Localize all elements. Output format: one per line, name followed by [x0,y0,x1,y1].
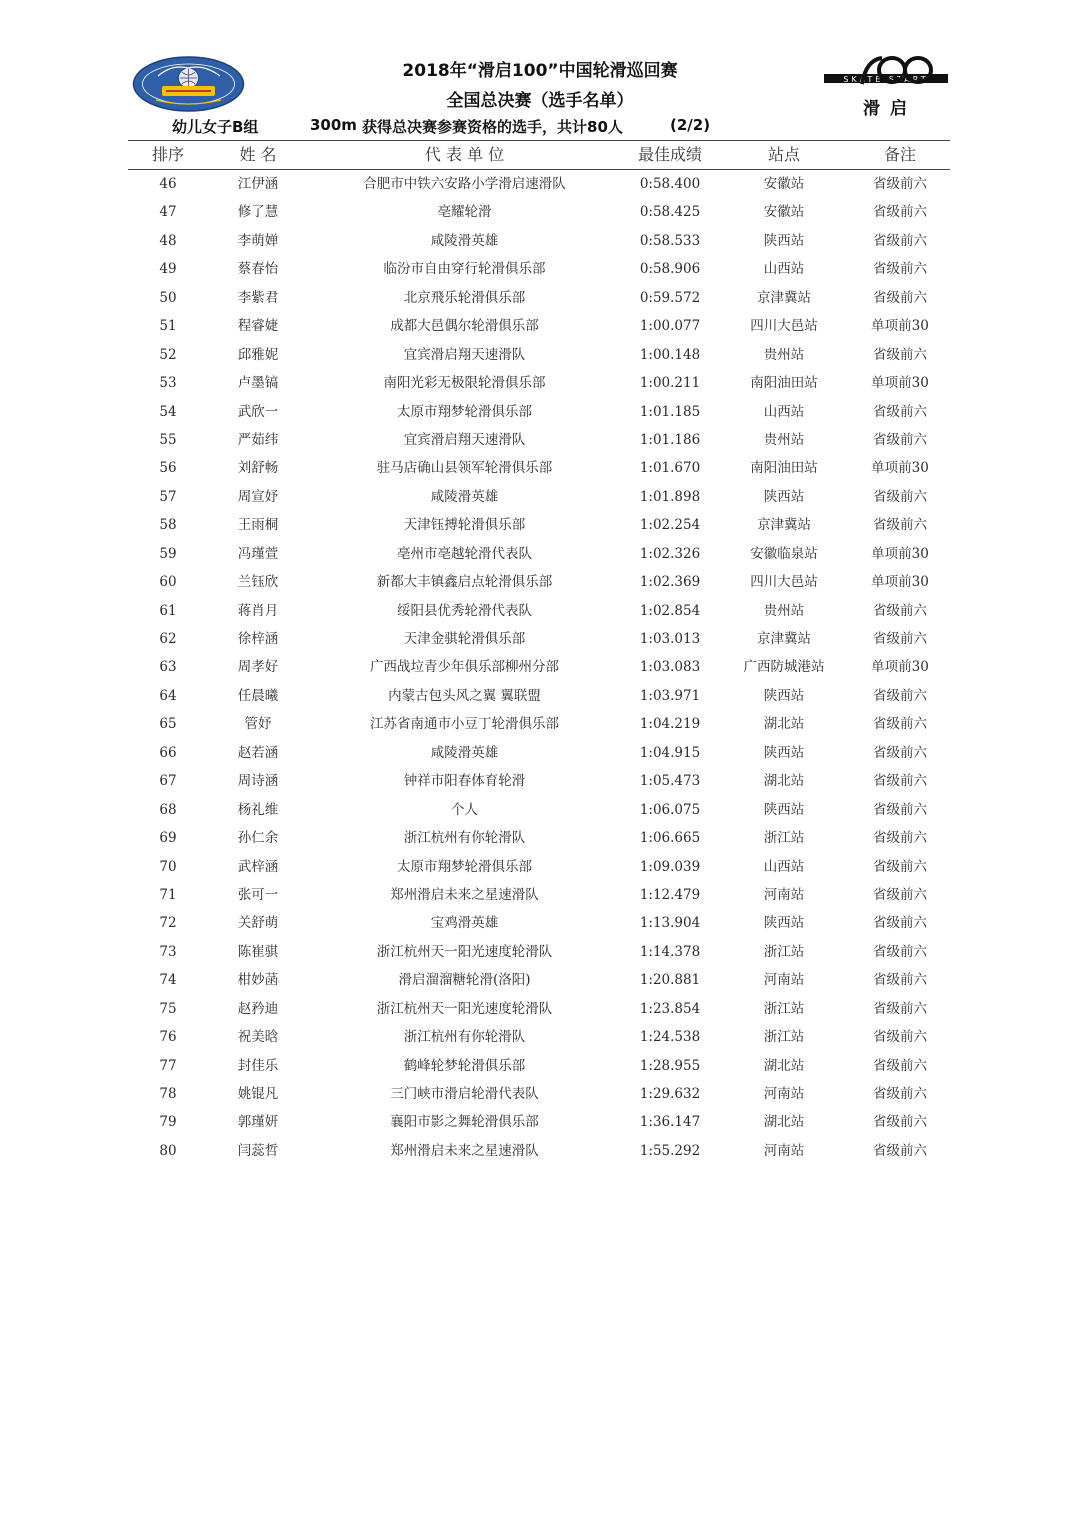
station-cell: 河南站 [763,1142,805,1159]
remarks-cell: 省级前六 [873,289,927,306]
rank-cell: 68 [159,801,177,818]
table-row [0,341,1080,369]
team-cell: 亳州市亳越轮滑代表队 [397,545,532,562]
name-cell: 王雨桐 [237,517,279,534]
best-time-cell: 1:03.013 [639,631,701,647]
name-cell: 修了慧 [237,204,279,221]
rank-cell: 63 [159,659,177,676]
name-cell: 邱雅妮 [237,346,279,363]
page-title: 2018年“滑启100”中国轮滑巡回赛 [402,61,678,81]
station-cell: 湖北站 [763,1057,805,1074]
station-cell: 陕西站 [763,232,805,249]
remarks-cell: 省级前六 [873,1086,927,1102]
rank-cell: 72 [159,915,177,932]
rank-cell: 48 [159,232,177,249]
column-header-rank: 排序 [151,145,184,164]
station-cell: 陕西站 [763,915,805,932]
best-time-cell: 1:00.077 [639,318,701,335]
table-row [0,426,1080,454]
station-cell: 南阳油田站 [750,375,818,392]
best-time-cell: 1:20.881 [639,972,701,989]
table-row [0,1080,1080,1108]
table-row [0,938,1080,966]
team-cell: 亳耀轮滑 [437,204,492,221]
station-cell: 京津冀站 [757,517,811,534]
remarks-cell: 省级前六 [873,1057,927,1074]
remarks-cell: 单项前30 [871,545,929,562]
remarks-cell: 省级前六 [873,1000,927,1017]
name-cell: 赵若涵 [237,744,279,761]
best-time-cell: 1:01.186 [639,431,701,448]
table-row [0,597,1080,625]
team-cell: 太原市翔梦轮滑俱乐部 [397,403,532,420]
remarks-cell: 省级前六 [873,602,927,619]
team-cell: 宜宾滑启翔天速滑队 [403,431,526,448]
name-cell: 赵矜迪 [237,1000,279,1017]
team-cell: 滑启溜溜糖轮滑(洛阳) [398,972,531,989]
name-cell: 杨礼维 [237,801,279,818]
remarks-cell: 省级前六 [873,204,927,221]
rank-cell: 50 [159,289,177,306]
table-row [0,284,1080,312]
team-cell: 新都大丰镇鑫启点轮滑俱乐部 [376,574,553,591]
station-cell: 浙江站 [763,830,805,847]
best-time-cell: 1:02.854 [639,602,701,619]
name-cell: 祝美晗 [237,1029,279,1046]
name-cell: 刘舒畅 [237,460,279,477]
rank-cell: 61 [159,602,177,619]
rank-cell: 69 [159,830,177,847]
table-row [0,767,1080,795]
remarks-cell: 省级前六 [873,346,927,363]
team-cell: 咸陵滑英雄 [430,744,499,761]
best-time-cell: 0:58.533 [639,232,701,249]
table-row [0,170,1080,198]
team-cell: 鹤峰轮梦轮滑俱乐部 [403,1057,526,1074]
team-cell: 驻马店确山县领军轮滑俱乐部 [376,460,553,477]
station-cell: 京津冀站 [757,289,811,306]
best-time-cell: 1:55.292 [639,1142,701,1159]
table-row [0,824,1080,852]
rank-cell: 71 [159,886,177,903]
station-cell: 陕西站 [763,744,805,761]
best-time-cell: 0:58.906 [639,261,701,278]
name-cell: 封佳乐 [237,1057,279,1074]
station-cell: 山西站 [763,403,805,420]
station-cell: 河南站 [763,1086,805,1102]
best-time-cell: 1:24.538 [639,1029,701,1046]
remarks-cell: 省级前六 [873,176,927,192]
table-row [0,966,1080,994]
name-cell: 周诗涵 [237,773,279,790]
column-header-team: 代 表 单 位 [424,145,505,164]
table-row [0,568,1080,596]
station-cell: 河南站 [763,886,805,903]
name-cell: 卢墨镐 [237,375,279,392]
rank-cell: 46 [159,176,177,192]
station-cell: 湖北站 [763,1114,805,1131]
table-header [0,143,1080,167]
team-cell: 襄阳市影之舞轮滑俱乐部 [390,1114,539,1131]
remarks-cell: 单项前30 [871,659,929,676]
column-header-station: 站点 [767,145,800,164]
page-subtitle: 全国总决赛（选手名单） [446,91,634,111]
remarks-cell: 单项前30 [871,574,929,591]
name-cell: 闫蕊哲 [237,1142,279,1159]
table-row [0,483,1080,511]
team-cell: 咸陵滑英雄 [430,488,499,505]
station-cell: 贵州站 [763,346,805,363]
table-row [0,909,1080,937]
remarks-cell: 省级前六 [873,517,927,534]
station-cell: 四川大邑站 [750,318,818,335]
team-cell: 浙江杭州有你轮滑队 [403,1029,526,1046]
best-time-cell: 1:28.955 [639,1057,701,1074]
rank-cell: 62 [159,631,177,647]
remarks-cell: 省级前六 [873,886,927,903]
best-time-cell: 1:04.915 [639,744,701,761]
table-row [0,312,1080,340]
name-cell: 江伊涵 [237,176,279,192]
rank-cell: 70 [159,858,177,875]
team-cell: 合肥市中铁六安路小学滑启速滑队 [363,176,566,192]
rank-cell: 64 [159,687,177,704]
column-header-remarks: 备注 [883,145,916,164]
team-cell: 宝鸡滑英雄 [430,915,499,932]
rank-cell: 52 [159,346,177,363]
association-logo [132,56,245,112]
station-cell: 安徽站 [763,176,805,192]
rank-cell: 60 [159,574,177,591]
rank-cell: 65 [159,716,177,733]
team-cell: 天津金骐轮滑俱乐部 [403,631,526,647]
station-cell: 安徽站 [763,204,805,221]
station-cell: 陕西站 [763,801,805,818]
team-cell: 郑州滑启未来之星速滑队 [390,1142,539,1159]
rank-cell: 77 [159,1057,177,1074]
rank-cell: 79 [159,1114,177,1131]
best-time-cell: 1:05.473 [639,773,701,790]
name-cell: 孙仁余 [237,830,279,847]
remarks-cell: 省级前六 [873,801,927,818]
best-time-cell: 1:29.632 [639,1086,701,1102]
remarks-cell: 省级前六 [873,972,927,989]
name-cell: 陈崔骐 [237,943,279,960]
table-row [0,227,1080,255]
name-cell: 严茹纬 [237,431,279,448]
rank-cell: 55 [159,431,177,448]
table-top-rule [128,140,950,141]
best-time-cell: 1:00.148 [639,346,701,363]
name-cell: 徐梓涵 [237,631,279,647]
station-cell: 陕西站 [763,488,805,505]
station-cell: 安徽临泉站 [750,545,818,562]
station-cell: 南阳油田站 [750,460,818,477]
table-row [0,1108,1080,1136]
table-row [0,653,1080,681]
rank-cell: 80 [159,1142,177,1159]
best-time-cell: 1:00.211 [639,375,701,392]
best-time-cell: 1:01.898 [639,488,701,505]
team-cell: 北京飛乐轮滑俱乐部 [403,289,526,306]
remarks-cell: 省级前六 [873,261,927,278]
station-cell: 京津冀站 [757,631,811,647]
remarks-cell: 省级前六 [873,773,927,790]
team-cell: 钟祥市阳春体育轮滑 [403,773,526,790]
rank-cell: 74 [159,972,177,989]
team-cell: 南阳光彩无极限轮滑俱乐部 [383,375,546,392]
rank-cell: 59 [159,545,177,562]
team-cell: 浙江杭州有你轮滑队 [403,830,526,847]
rank-cell: 78 [159,1086,177,1102]
rank-cell: 57 [159,488,177,505]
name-cell: 管妤 [244,716,272,733]
station-cell: 湖北站 [763,716,805,733]
name-cell: 程睿婕 [237,318,279,335]
column-header-best-time: 最佳成绩 [637,145,702,164]
table-row [0,369,1080,397]
station-cell: 山西站 [763,858,805,875]
results-table-body [0,170,1080,1165]
group-label: 幼儿女子B组 [172,118,259,136]
best-time-cell: 1:02.326 [639,545,701,562]
table-row [0,454,1080,482]
best-time-cell: 1:06.665 [639,830,701,847]
table-row [0,511,1080,539]
table-row [0,881,1080,909]
best-time-cell: 1:04.219 [639,716,701,733]
name-cell: 周宣妤 [237,488,279,505]
remarks-cell: 省级前六 [873,830,927,847]
column-header-name: 姓 名 [239,145,277,164]
name-cell: 柑妙菡 [237,972,279,989]
table-row [0,1137,1080,1165]
team-cell: 三门峡市滑启轮滑代表队 [390,1086,539,1102]
rank-cell: 75 [159,1000,177,1017]
name-cell: 冯瑾萱 [237,545,279,562]
team-cell: 广西战垃青少年俱乐部柳州分部 [370,659,559,676]
team-cell: 个人 [451,801,478,818]
remarks-cell: 省级前六 [873,1114,927,1131]
best-time-cell: 1:23.854 [639,1000,701,1017]
team-cell: 郑州滑启未来之星速滑队 [390,886,539,903]
rank-cell: 66 [159,744,177,761]
name-cell: 张可一 [237,886,279,903]
rank-cell: 49 [159,261,177,278]
best-time-cell: 1:01.185 [639,403,701,420]
best-time-cell: 1:06.075 [639,801,701,818]
remarks-cell: 省级前六 [873,1142,927,1159]
best-time-cell: 0:58.400 [639,176,701,192]
remarks-cell: 省级前六 [873,631,927,647]
station-cell: 贵州站 [763,602,805,619]
svg-text:SKATE START: SKATE START [843,75,929,84]
remarks-cell: 单项前30 [871,375,929,392]
team-cell: 成都大邑偶尔轮滑俱乐部 [390,318,539,335]
table-row [0,540,1080,568]
best-time-cell: 1:36.147 [639,1114,701,1131]
best-time-cell: 1:13.904 [639,915,701,932]
name-cell: 姚锟凡 [237,1086,279,1102]
rank-cell: 54 [159,403,177,420]
best-time-cell: 1:02.369 [639,574,701,591]
rank-cell: 47 [159,204,177,221]
remarks-cell: 省级前六 [873,858,927,875]
best-time-cell: 1:01.670 [639,460,701,477]
name-cell: 周孝好 [237,659,279,676]
best-time-cell: 1:14.378 [639,943,701,960]
remarks-cell: 省级前六 [873,716,927,733]
table-row [0,1023,1080,1051]
team-cell: 浙江杭州天一阳光速度轮滑队 [376,943,553,960]
team-cell: 绥阳县优秀轮滑代表队 [397,602,532,619]
rank-cell: 56 [159,460,177,477]
station-cell: 浙江站 [763,943,805,960]
name-cell: 兰钰欣 [237,574,279,591]
station-cell: 陕西站 [763,687,805,704]
station-cell: 浙江站 [763,1000,805,1017]
team-cell: 浙江杭州天一阳光速度轮滑队 [376,1000,553,1017]
station-cell: 广西防城港站 [743,659,825,676]
best-time-cell: 1:02.254 [639,517,701,534]
team-cell: 江苏省南通市小豆丁轮滑俱乐部 [370,716,559,733]
remarks-cell: 省级前六 [873,744,927,761]
table-row [0,682,1080,710]
best-time-cell: 1:03.083 [639,659,701,676]
table-row [0,710,1080,738]
table-row [0,995,1080,1023]
best-time-cell: 1:03.971 [639,687,701,704]
station-cell: 浙江站 [763,1029,805,1046]
name-cell: 蒋肖月 [237,602,279,619]
team-cell: 天津钰搏轮滑俱乐部 [403,517,526,534]
rank-cell: 53 [159,375,177,392]
table-row [0,739,1080,767]
name-cell: 李萌婵 [237,232,279,249]
rank-cell: 58 [159,517,177,534]
name-cell: 武梓涵 [237,858,279,875]
table-row [0,198,1080,226]
name-cell: 任晨曦 [237,687,279,704]
station-cell: 贵州站 [763,431,805,448]
station-cell: 四川大邑站 [750,574,818,591]
team-cell: 咸陵滑英雄 [430,232,499,249]
remarks-cell: 单项前30 [871,318,929,335]
name-cell: 郭瑾妍 [237,1114,279,1131]
table-row [0,796,1080,824]
name-cell: 李紫君 [237,289,279,306]
huaqi-logo-label: 滑 启 [863,99,909,119]
rank-cell: 73 [159,943,177,960]
table-row [0,398,1080,426]
qualification-description: 获得总决赛参赛资格的选手，共计80人 [362,118,623,136]
station-cell: 湖北站 [763,773,805,790]
station-cell: 河南站 [763,972,805,989]
rank-cell: 67 [159,773,177,790]
table-row [0,255,1080,283]
remarks-cell: 省级前六 [873,488,927,505]
best-time-cell: 1:09.039 [639,858,701,875]
name-cell: 蔡春怡 [237,261,279,278]
best-time-cell: 0:59.572 [639,289,701,306]
remarks-cell: 省级前六 [873,232,927,249]
team-cell: 太原市翔梦轮滑俱乐部 [397,858,532,875]
name-cell: 关舒萌 [237,915,279,932]
table-row [0,625,1080,653]
name-cell: 武欣一 [237,403,279,420]
distance-label: 300m [310,116,357,134]
best-time-cell: 1:12.479 [639,886,701,903]
rank-cell: 76 [159,1029,177,1046]
team-cell: 临汾市自由穿行轮滑俱乐部 [383,261,546,278]
remarks-cell: 单项前30 [871,460,929,477]
remarks-cell: 省级前六 [873,1029,927,1046]
rank-cell: 51 [159,318,177,335]
page-indicator: (2/2) [670,116,711,134]
team-cell: 内蒙古包头风之翼 翼联盟 [388,687,541,704]
remarks-cell: 省级前六 [873,403,927,420]
team-cell: 宜宾滑启翔天速滑队 [403,346,526,363]
table-row [0,1052,1080,1080]
table-row [0,853,1080,881]
remarks-cell: 省级前六 [873,915,927,932]
station-cell: 山西站 [763,261,805,278]
best-time-cell: 0:58.425 [639,204,701,221]
remarks-cell: 省级前六 [873,943,927,960]
remarks-cell: 省级前六 [873,687,927,704]
remarks-cell: 省级前六 [873,431,927,448]
